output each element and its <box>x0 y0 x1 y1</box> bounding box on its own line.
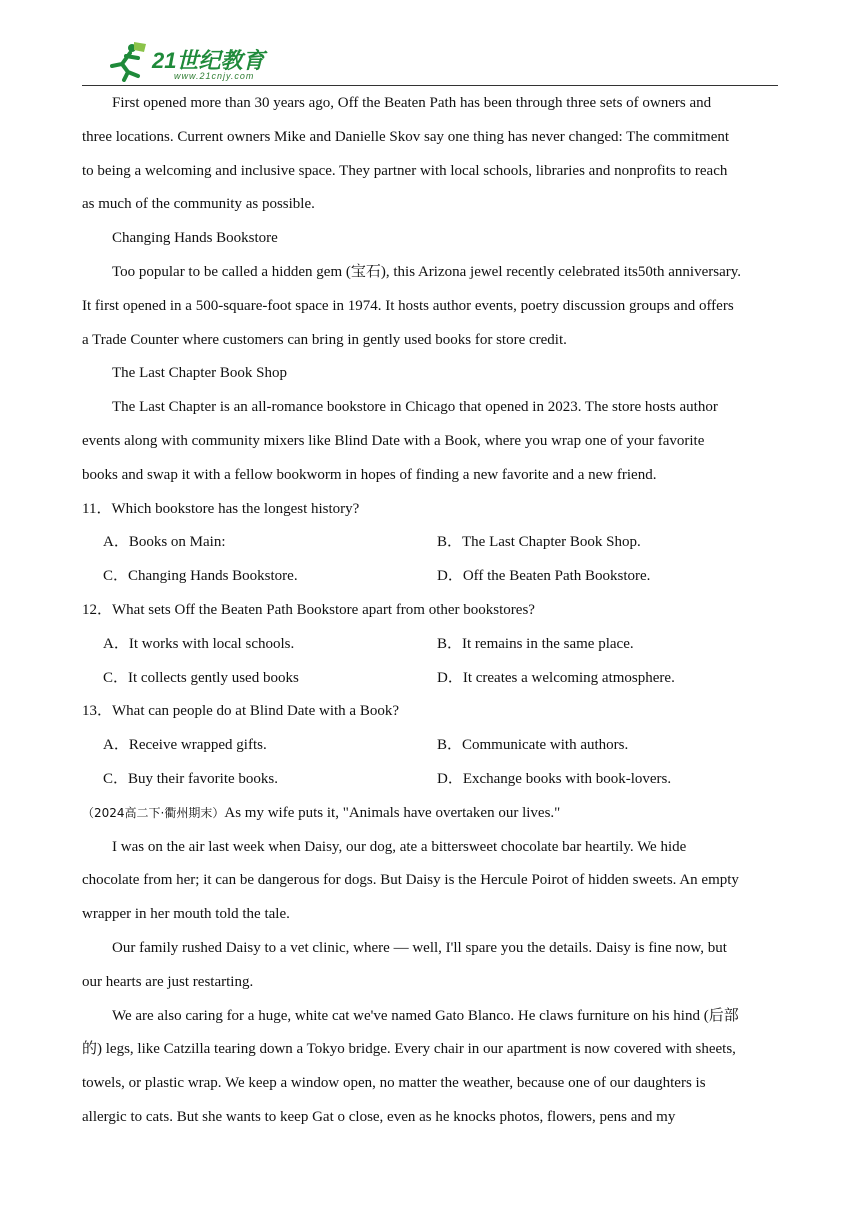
paragraph-line: I was on the air last week when Daisy, our dog, ate a bittersweet chocolate bar heartily. We hide <box>112 838 687 855</box>
logo-text: 21世纪教育 <box>152 48 265 73</box>
passage-intro-line <box>82 797 786 831</box>
option-row <box>82 560 786 594</box>
paragraph-line: allergic to cats. But she wants to keep Gat o close, even as he knocks photos, flowers, pens and my <box>82 1108 676 1125</box>
question-stem: 13．What can people do at Blind Date with a Book? <box>82 703 399 720</box>
paragraph-line: as much of the community as possible. <box>82 196 315 213</box>
option-d: D．Exchange books with book-lovers. <box>437 770 672 787</box>
option-b: B．Communicate with authors. <box>437 737 629 754</box>
document-body <box>82 87 786 1135</box>
paragraph-line: to being a welcoming and inclusive space. They partner with local schools, libraries and nonprofits to reach <box>82 162 728 179</box>
intro-text: As my wife puts it, "Animals have overtaken our lives." <box>224 804 561 821</box>
option-c: C．Changing Hands Bookstore. <box>103 568 298 585</box>
question-stem: 12．What sets Off the Beaten Path Bookstore apart from other bookstores? <box>82 601 535 618</box>
option-c: C．It collects gently used books <box>103 669 299 686</box>
paragraph-line: We are also caring for a huge, white cat we've named Gato Blanco. He claws furniture on his hind (后部 <box>112 1007 739 1024</box>
option-a: A．Books on Main: <box>103 534 226 551</box>
paragraph-line: Our family rushed Daisy to a vet clinic, where — well, I'll spare you the details. Daisy is fine now, but <box>112 939 727 956</box>
option-d: D．Off the Beaten Path Bookstore. <box>437 568 651 585</box>
paragraph-line: 的) legs, like Catzilla tearing down a Tokyo bridge. Every chair in our apartment is now covered with sheets, <box>82 1041 736 1058</box>
paragraph-line: chocolate from her; it can be dangerous for dogs. But Daisy is the Hercule Poirot of hidden sweets. An empty <box>82 872 739 889</box>
paragraph-line: towels, or plastic wrap. We keep a window open, no matter the weather, because one of our daughters is <box>82 1075 706 1092</box>
question-stem: 11．Which bookstore has the longest history? <box>82 500 360 517</box>
paragraph-line: wrapper in her mouth told the tale. <box>82 906 290 923</box>
option-row <box>82 526 786 560</box>
section-heading: Changing Hands Bookstore <box>112 230 278 247</box>
header-divider <box>82 85 778 86</box>
site-logo <box>104 40 274 84</box>
paragraph-line: First opened more than 30 years ago, Off the Beaten Path has been through three sets of owners and <box>112 95 712 111</box>
option-d: D．It creates a welcoming atmosphere. <box>437 669 675 686</box>
option-a: A．It works with local schools. <box>103 635 295 652</box>
source-tag: （2024高二下·衢州期末） <box>82 805 225 820</box>
paragraph-line: events along with community mixers like Blind Date with a Book, where you wrap one of your favorite <box>82 432 705 449</box>
option-a: A．Receive wrapped gifts. <box>103 737 267 754</box>
option-c: C．Buy their favorite books. <box>103 770 278 787</box>
question-13 <box>82 695 786 796</box>
question-11 <box>82 493 786 594</box>
paragraph-line: books and swap it with a fellow bookworm in hopes of finding a new favorite and a new friend. <box>82 466 657 483</box>
logo-url: www.21cnjy.com <box>174 71 255 81</box>
paragraph-line: Too popular to be called a hidden gem (宝石), this Arizona jewel recently celebrated its50th anniversary. <box>112 263 742 280</box>
section-heading: The Last Chapter Book Shop <box>112 365 287 382</box>
runner-logo-icon <box>104 42 150 82</box>
option-b: B．It remains in the same place. <box>437 635 634 652</box>
paragraph-line: It first opened in a 500-square-foot space in 1974. It hosts author events, poetry discussion groups and offers <box>82 297 734 314</box>
question-12 <box>82 594 786 695</box>
paragraph-line: three locations. Current owners Mike and Danielle Skov say one thing has never changed: The commitment <box>82 128 730 145</box>
option-row <box>82 662 786 696</box>
option-b: B．The Last Chapter Book Shop. <box>437 534 641 551</box>
option-row <box>82 729 786 763</box>
passage-2 <box>82 797 786 1135</box>
option-row <box>82 763 786 797</box>
paragraph-line: our hearts are just restarting. <box>82 973 254 990</box>
paragraph-line: a Trade Counter where customers can bring in gently used books for store credit. <box>82 331 567 348</box>
option-row <box>82 628 786 662</box>
page-header <box>82 38 778 86</box>
passage-1 <box>82 87 786 493</box>
paragraph-line: The Last Chapter is an all-romance bookstore in Chicago that opened in 2023. The store hosts author <box>112 399 718 416</box>
